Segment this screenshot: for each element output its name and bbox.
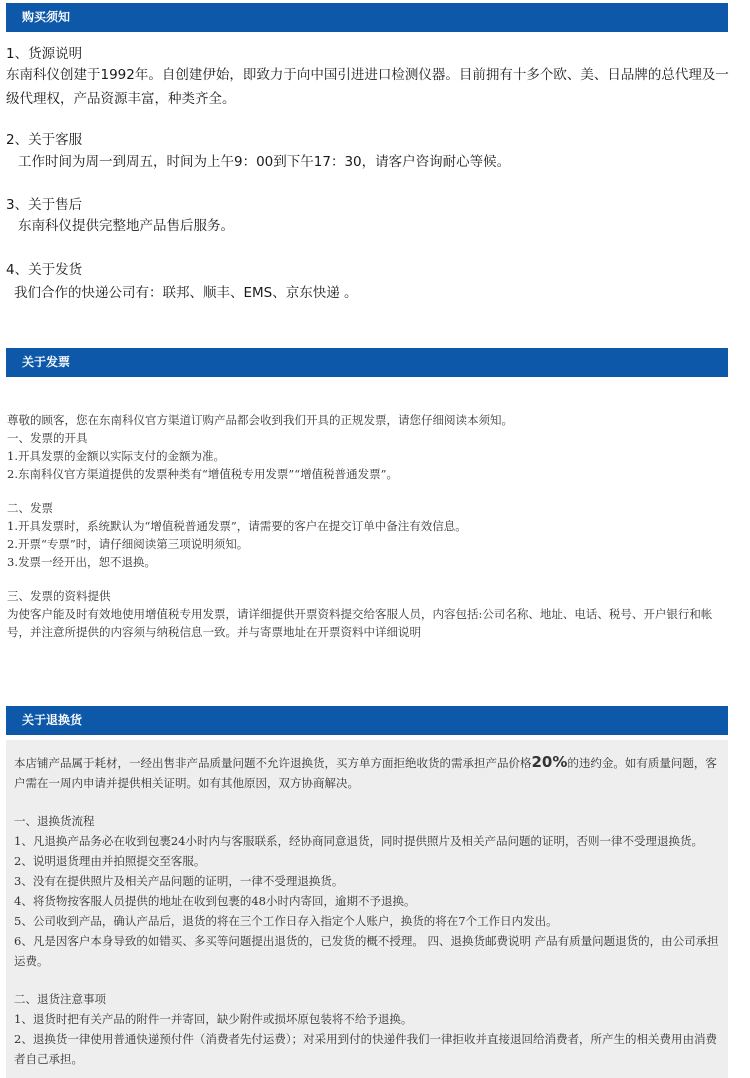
invoice-sec2-item: 3.发票一经开出，恕不退换。 [7, 555, 156, 569]
returns-notes-heading: 二、退货注意事项 [14, 992, 106, 1006]
invoice-sec2-heading: 二、发票 [7, 501, 53, 515]
invoice-sec3-body: 为使客户能及时有效地使用增值税专用发票，请详细提供开票资料提交给客服人员，内容包括:公司名称、地址、电话、税号、开户银行和帐号，并注意所提供的内容须与纳税信息一致。并与寄票地址在开票资料中详细说明 [7, 607, 713, 639]
aftersale-heading: 3、关于售后 [6, 197, 83, 213]
purchase-section-header: 购买须知 [6, 3, 728, 32]
service-heading: 2、关于客服 [6, 132, 83, 148]
invoice-sec3-heading: 三、发票的资料提供 [7, 589, 111, 603]
source-heading: 1、货源说明 [6, 46, 83, 62]
returns-intro [14, 752, 719, 793]
returns-process-item: 6、凡是因客户本身导致的如错买、多买等问题提出退货的，已发货的概不授理。 四、退换货邮费说明 产品有质量问题退货的，由公司承担运费。 [14, 934, 719, 968]
returns-process-item: 1、凡退换产品务必在收到包裹24小时内与客服联系，经协商同意退货，同时提供照片及相关产品问题的证明，否则一律不受理退换货。 [14, 834, 703, 848]
returns-content [14, 752, 719, 1069]
returns-intro-text: 本店铺产品属于耗材，一经出售非产品质量问题不允许退换货，买方单方面拒绝收货的需承担产品价格 [14, 756, 532, 770]
shipping-heading: 4、关于发货 [6, 262, 83, 278]
aftersale-body: 东南科仪提供完整地产品售后服务。 [18, 218, 234, 234]
returns-process-heading: 一、退换货流程 [14, 814, 95, 828]
invoice-content [7, 411, 729, 641]
returns-notes-item: 2、退换货一律使用普通快递预付件（消费者先付运费）；对采用到付的快递件我们一律拒收并直接退回给消费者，所产生的相关费用由消费者自己承担。 [14, 1032, 718, 1066]
invoice-section-header: 关于发票 [6, 348, 728, 377]
returns-process-item: 5、公司收到产品，确认产品后，退货的将在三个工作日存入指定个人账户，换货的将在7个工作日内发出。 [14, 914, 558, 928]
invoice-sec1-item: 2.东南科仪官方渠道提供的发票种类有“增值税专用发票”“增值税普通发票”。 [7, 467, 398, 481]
returns-process-item: 2、说明退货理由并拍照提交至客服。 [14, 854, 206, 868]
returns-intro-text: 的违约金。如有质量问题，客户需在一周内申请并提供相关证明。如有其他原因，双方协商解决。 [14, 756, 717, 790]
returns-section-header: 关于退换货 [6, 706, 728, 735]
penalty-percent: 20% [531, 753, 568, 771]
invoice-sec2-item: 2.开票“专票”时，请仔细阅读第三项说明须知。 [7, 537, 249, 551]
returns-notes-item: 1、退货时把有关产品的附件一并寄回，缺少附件或损坏原包装将不给予退换。 [14, 1012, 413, 1026]
returns-process-item: 4、将货物按客服人员提供的地址在收到包裹的48小时内寄回，逾期不予退换。 [14, 894, 416, 908]
returns-process-item: 3、没有在提供照片及相关产品问题的证明，一律不受理退换货。 [14, 874, 344, 888]
source-body: 东南科仪创建于1992年。自创建伊始，即致力于向中国引进进口检测仪器。目前拥有十多个欧、美、日品牌的总代理及一级代理权，产品资源丰富，种类齐全。 [6, 67, 729, 107]
invoice-sec1-item: 1.开具发票的金额以实际支付的金额为准。 [7, 449, 225, 463]
invoice-sec2-item: 1.开具发票时，系统默认为“增值税普通发票”，请需要的客户在提交订单中备注有效信息。 [7, 519, 467, 533]
shipping-body: 我们合作的快递公司有：联邦、顺丰、EMS、京东快递 。 [14, 285, 358, 301]
service-body: 工作时间为周一到周五，时间为上午9：00到下午17：30，请客户咨询耐心等候。 [18, 154, 511, 170]
invoice-intro: 尊敬的顾客，您在东南科仪官方渠道订购产品都会收到我们开具的正规发票，请您仔细阅读本须知。 [7, 413, 513, 427]
invoice-sec1-heading: 一、发票的开具 [7, 431, 88, 445]
